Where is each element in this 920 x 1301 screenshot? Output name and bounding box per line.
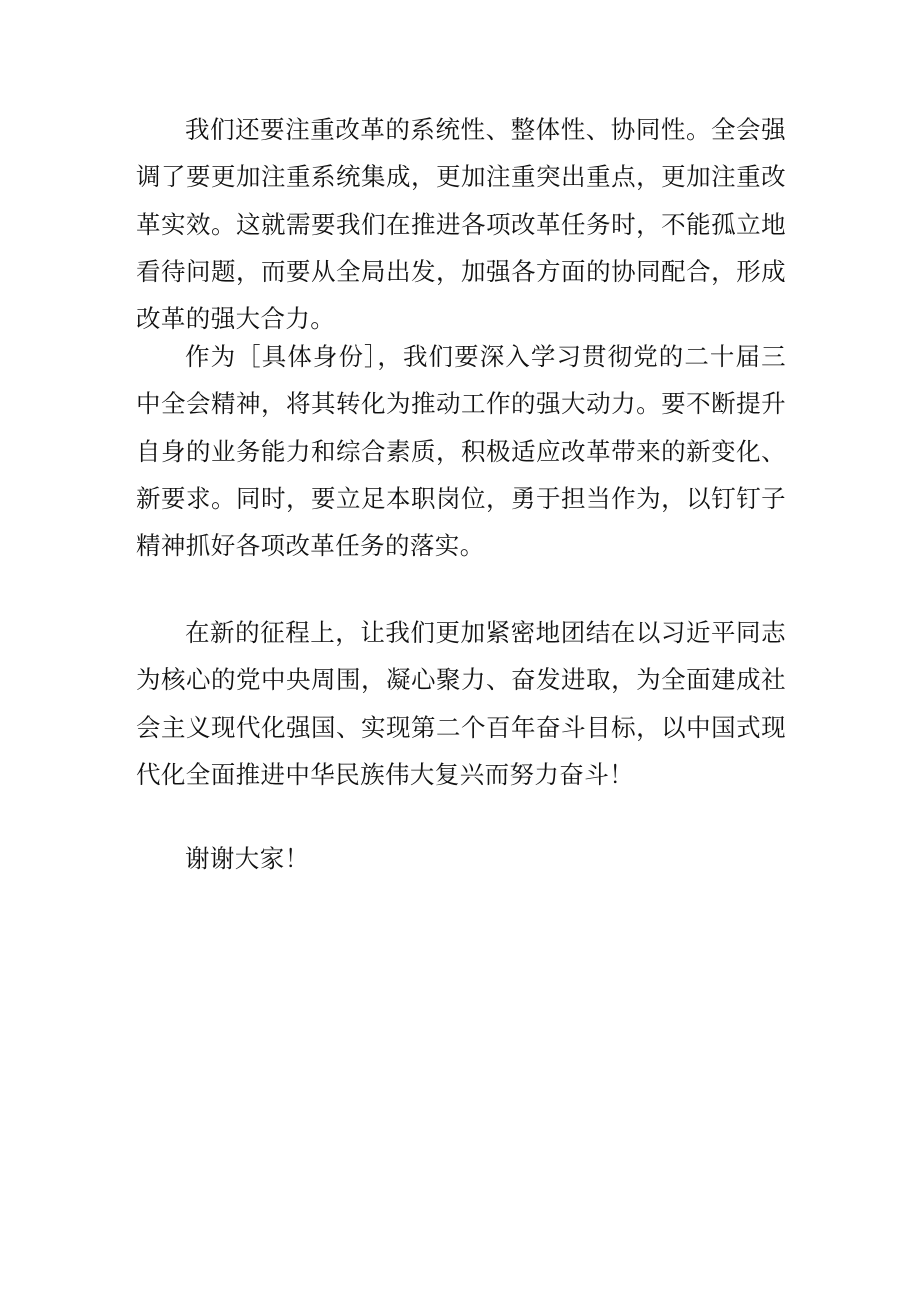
paragraph-thanks: 谢谢大家！ xyxy=(185,844,310,873)
paragraph-role-commitment: 作为［具体身份］，我们要深入学习贯彻党的二十届三中全会精神，将其转化为推动工作的强大动力。要不断提升自身的业务能力和综合素质，积极适应改革带来的新变化、新要求。同时，要立足本职岗位，勇于担当作为，以钉钉子精神抓好各项改革任务的落实。 xyxy=(136,342,786,561)
paragraph-closing-call: 在新的征程上，让我们更加紧密地团结在以习近平同志为核心的党中央周围，凝心聚力、奋发进取，为全面建成社会主义现代化强国、实现第二个百年奋斗目标，以中国式现代化全面推进中华民族伟大复兴而努力奋斗！ xyxy=(136,618,786,789)
paragraph-reform-coordination: 我们还要注重改革的系统性、整体性、协同性。全会强调了要更加注重系统集成，更加注重突出重点，更加注重改革实效。这就需要我们在推进各项改革任务时，不能孤立地看待问题，而要从全局出发，加强各方面的协同配合，形成改革的强大合力。 xyxy=(136,115,786,334)
